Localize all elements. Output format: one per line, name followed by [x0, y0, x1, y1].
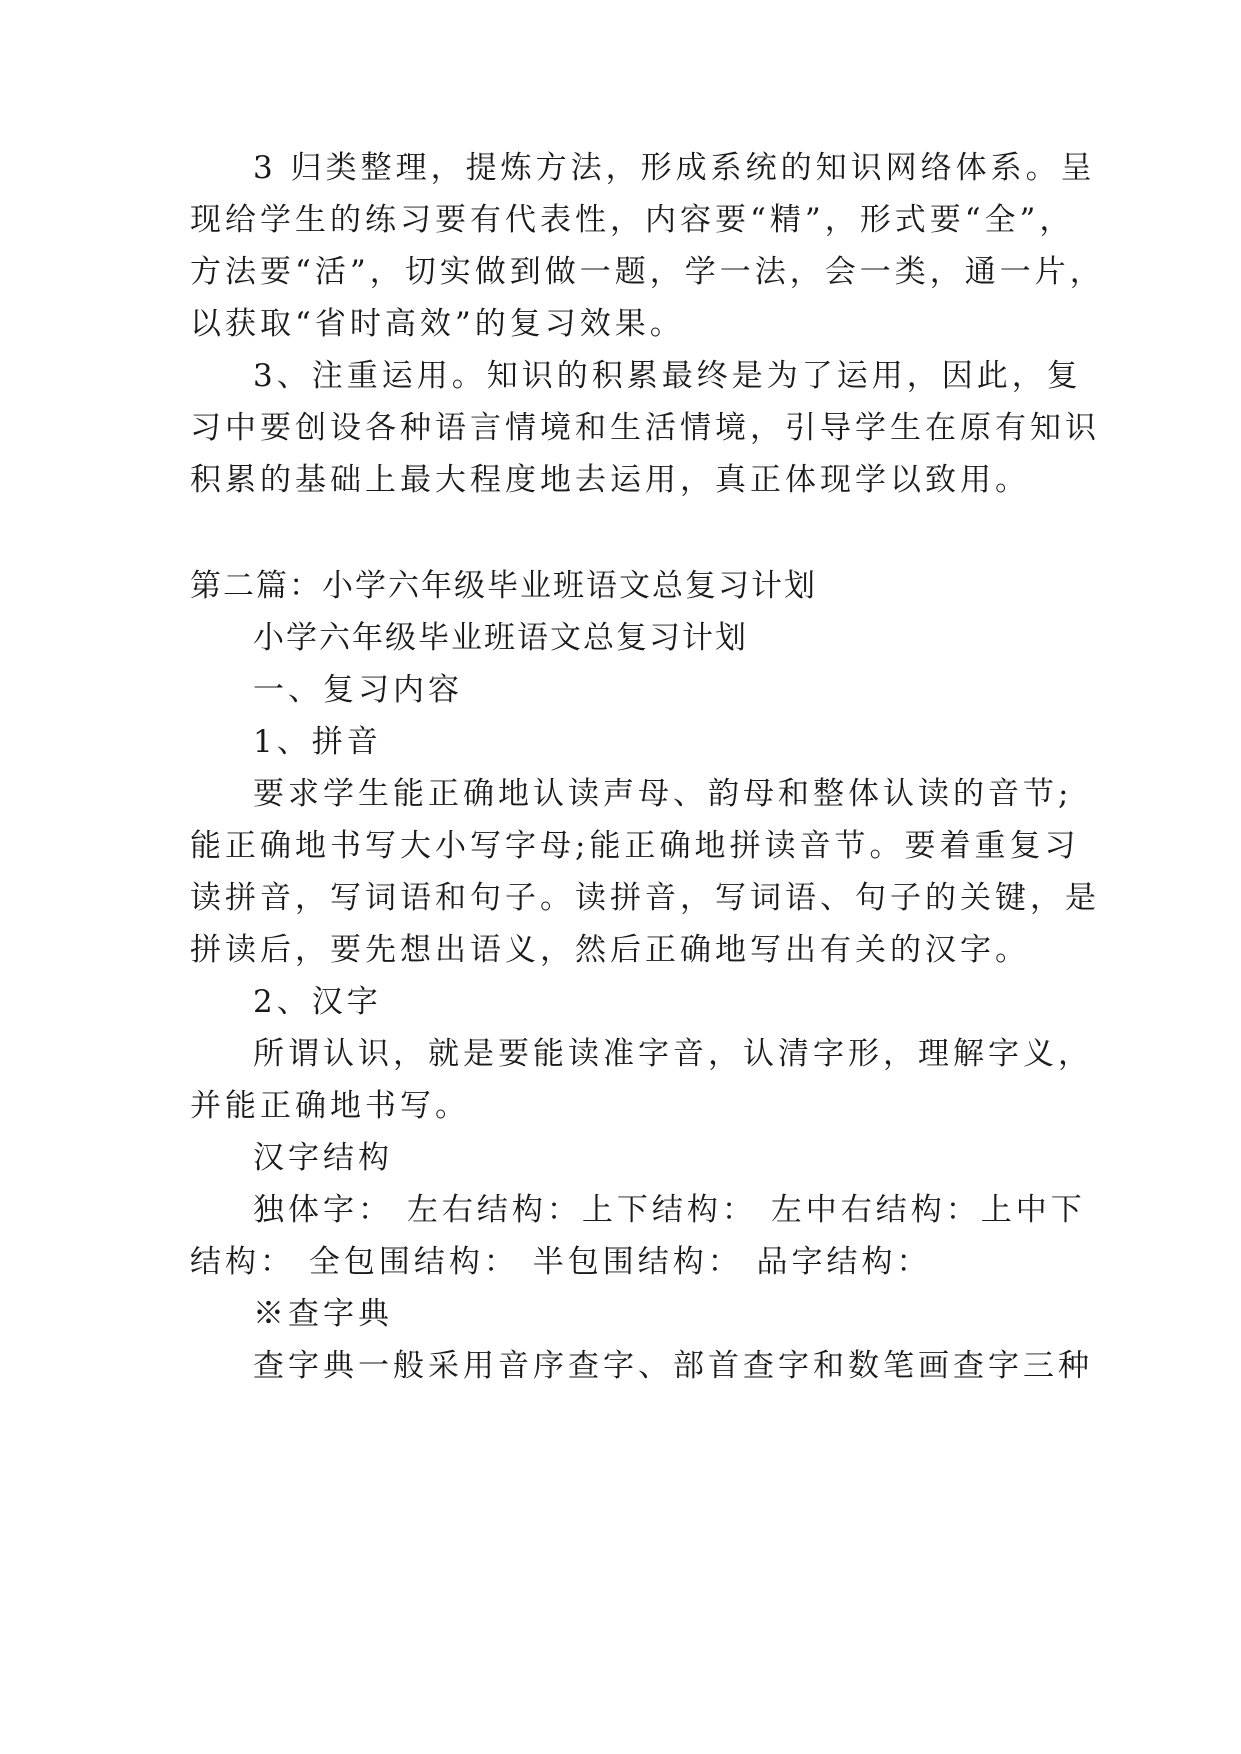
item-heading-dictionary: ※查字典	[253, 1296, 393, 1332]
paragraph-line: 能正确地书写大小写字母;能正确地拼读音节。要着重复习	[190, 828, 1080, 864]
section-heading: 第二篇：小学六年级毕业班语文总复习计划	[190, 568, 817, 604]
paragraph-line: 要求学生能正确地认读声母、韵母和整体认读的音节;	[253, 776, 1073, 812]
item-heading-hanzi: 2、汉字	[253, 984, 382, 1020]
paragraph-line: 并能正确地书写。	[190, 1088, 470, 1124]
part-heading: 一、复习内容	[253, 672, 463, 708]
paragraph-line: 查字典一般采用音序查字、部首查字和数笔画查字三种	[253, 1348, 1093, 1384]
paragraph-line: 拼读后，要先想出语义，然后正确地写出有关的汉字。	[190, 932, 1030, 968]
paragraph-line: 方法要“活”，切实做到做一题，学一法，会一类，通一片，	[190, 254, 1105, 290]
paragraph-line: 3 归类整理，提炼方法，形成系统的知识网络体系。呈	[253, 150, 1096, 186]
item-heading-pinyin: 1、拼音	[253, 724, 382, 760]
paragraph-line: 结构： 全包围结构： 半包围结构： 品字结构：	[190, 1244, 932, 1280]
paragraph-line: 习中要创设各种语言情境和生活情境，引导学生在原有知识	[190, 410, 1100, 446]
paragraph-line: 积累的基础上最大程度地去运用，真正体现学以致用。	[190, 462, 1030, 498]
paragraph-line: 以获取“省时高效”的复习效果。	[190, 306, 685, 342]
item-heading-structure: 汉字结构	[253, 1140, 393, 1176]
paragraph-line: 所谓认识，就是要能读准字音，认清字形，理解字义，	[253, 1036, 1093, 1072]
paragraph-line: 现给学生的练习要有代表性，内容要“精”，形式要“全”，	[190, 202, 1075, 238]
document-subtitle: 小学六年级毕业班语文总复习计划	[253, 620, 748, 656]
paragraph-line: 独体字： 左右结构：上下结构： 左中右结构：上中下	[253, 1192, 1086, 1228]
paragraph-line: 读拼音，写词语和句子。读拼音，写词语、句子的关键，是	[190, 880, 1100, 916]
paragraph-line: 3、注重运用。知识的积累最终是为了运用，因此，复	[253, 358, 1082, 394]
